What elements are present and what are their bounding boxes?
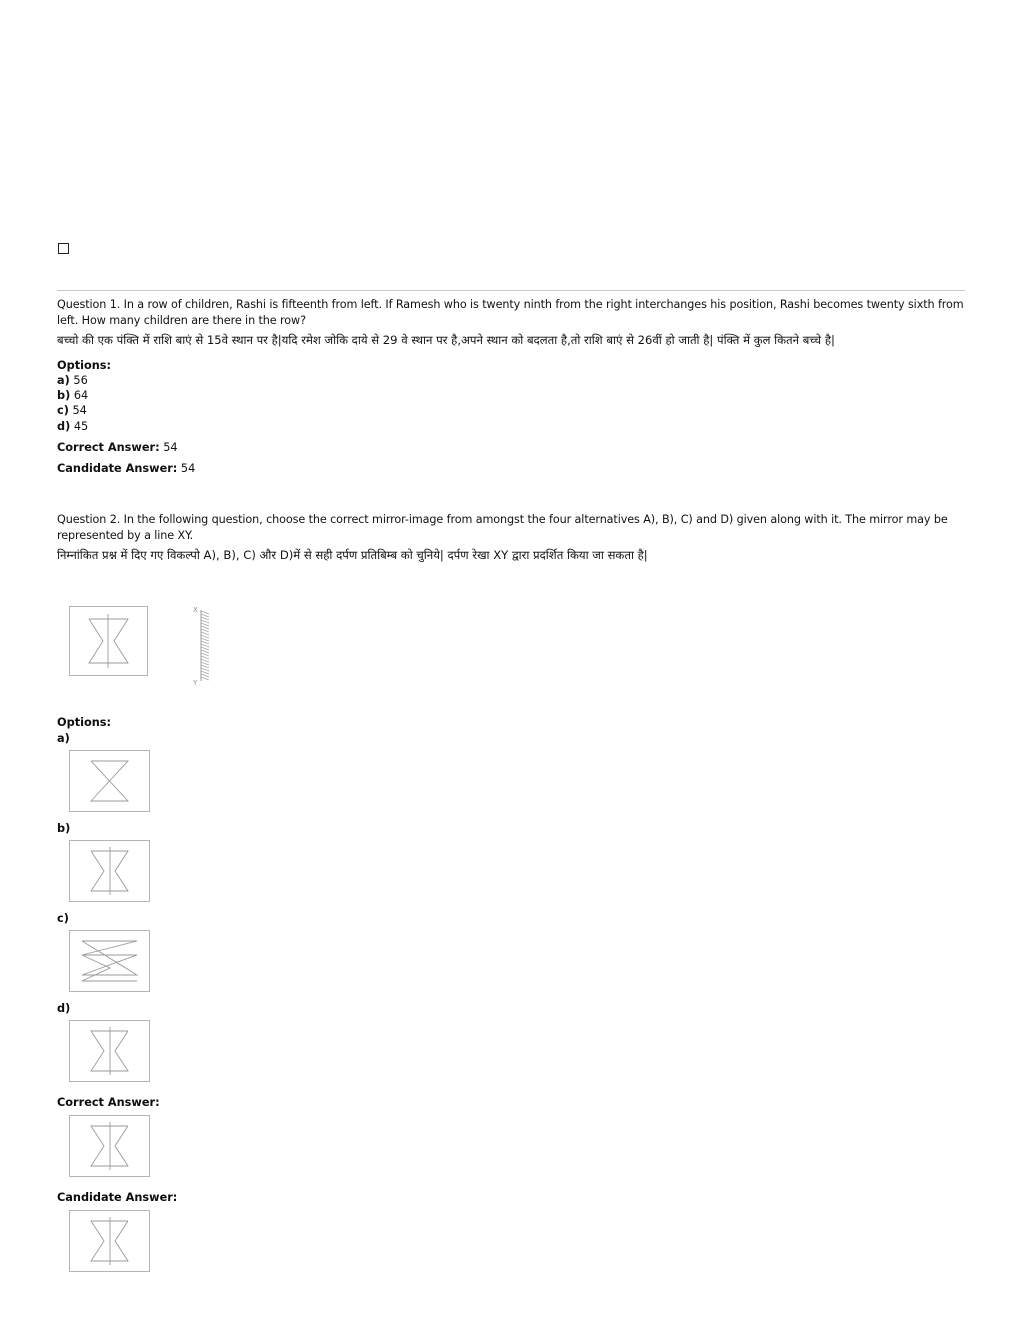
option-paren-d: ) (65, 419, 71, 433)
correct-answer-label: Correct Answer: (57, 440, 160, 454)
question-2-option-b-letter: b) (57, 822, 71, 836)
option-value-c: 54 (72, 404, 87, 418)
header-divider (57, 290, 965, 291)
empty-checkbox[interactable] (58, 243, 69, 254)
question-2-text-en: Question 2. In the following question, choose the correct mirror-image from amongst the four alternatives A), B), C) and D) given along with it. The mirror may be represented by a line XY. (57, 513, 948, 542)
question-2-figure-row (57, 606, 969, 706)
question-1-option-d[interactable] (57, 419, 969, 434)
plain-hourglass-icon (70, 751, 149, 811)
question-2-candidate-answer-figure (69, 1210, 150, 1272)
question-2-option-a-letter: a) (57, 732, 70, 746)
question-2-correct-answer-label: Correct Answer: (57, 1096, 160, 1110)
question-1-options-label: Options: (57, 359, 112, 372)
correct-answer-value: 54 (163, 440, 178, 454)
option-value-b: 64 (73, 389, 89, 403)
question-2-option-d-letter: d) (57, 1002, 71, 1016)
question-2-option-c-letter: c) (57, 912, 69, 926)
candidate-answer-value: 54 (180, 462, 196, 476)
option-value-a: 56 (73, 374, 88, 387)
question-1-option-c[interactable] (57, 403, 969, 418)
question-2-options-label: Options: (57, 716, 112, 730)
question-2-text-hi: निम्नांकित प्रश्न में दिए गए विकल्पो A), B), C) और D)में से सही दर्पण प्रतिबिम्ब को चुनिये| दर्पण रेखा XY द्वारा प्रदर्शित किया जा सकता है| (57, 548, 648, 563)
question-2-option-a-figure (69, 750, 150, 812)
question-1-text-en: Question 1. In a row of children, Rashi is fifteenth from left. If Ramesh who is twenty ninth from the right interchanges his position, Rashi becomes twenty sixth from left. How many children are there in the row? (57, 298, 964, 327)
hourglass-with-vertical-axis-icon (70, 841, 149, 901)
question-2-option-b[interactable] (57, 822, 969, 902)
svg-text:X: X (193, 606, 198, 615)
question-2-option-d-figure (69, 1020, 150, 1082)
question-2-stimulus-figure (69, 606, 148, 676)
svg-text:Y: Y (193, 679, 198, 688)
question-1-candidate-answer (57, 461, 969, 476)
rotated-zigzag-hourglass-icon (70, 931, 149, 991)
option-letter-c: c (57, 404, 64, 418)
mirrored-hourglass-with-vertical-axis-icon (70, 1021, 149, 1081)
question-2-block (57, 512, 969, 1272)
question-2-option-b-figure (69, 840, 150, 902)
question-2-correct-answer-figure (69, 1115, 150, 1177)
question-1-correct-answer (57, 440, 969, 455)
content-column (57, 297, 969, 1272)
option-letter-b: b (57, 389, 66, 403)
question-2-option-a[interactable] (57, 732, 969, 812)
option-paren-c: ) (63, 404, 69, 418)
question-2-mirror-line (190, 601, 226, 689)
question-1-option-a[interactable] (57, 373, 969, 388)
candidate-answer-label: Candidate Answer: (57, 462, 178, 476)
option-value-d: 45 (73, 419, 89, 433)
question-2-option-d[interactable] (57, 1002, 969, 1082)
option-paren-a: ) (64, 374, 70, 387)
mirror-line-xy-icon (190, 601, 226, 689)
question-2-option-c-figure (69, 930, 150, 992)
mirrored-hourglass-with-vertical-axis-icon (70, 1211, 149, 1271)
question-2-candidate-answer-label: Candidate Answer: (57, 1191, 178, 1205)
option-letter-d: d (57, 419, 66, 433)
mirrored-hourglass-with-vertical-axis-icon (70, 1116, 149, 1176)
option-paren-b: ) (65, 389, 71, 403)
option-letter-a: a (57, 374, 65, 387)
question-2-option-c[interactable] (57, 912, 969, 992)
question-1-option-b[interactable] (57, 388, 969, 403)
question-1-block (57, 297, 969, 476)
hourglass-with-vertical-axis-icon (70, 607, 147, 675)
question-1-text-hi: बच्चो की एक पंक्ति में राशि बाएं से 15वे स्थान पर है|यदि रमेश जोकि दाये से 29 वे स्थान पर है,अपने स्थान को बदलता है,तो राशि बाएं से 26वीं हो जाती है| पंक्ति में कुल कितने बच्चे है| (57, 333, 835, 347)
